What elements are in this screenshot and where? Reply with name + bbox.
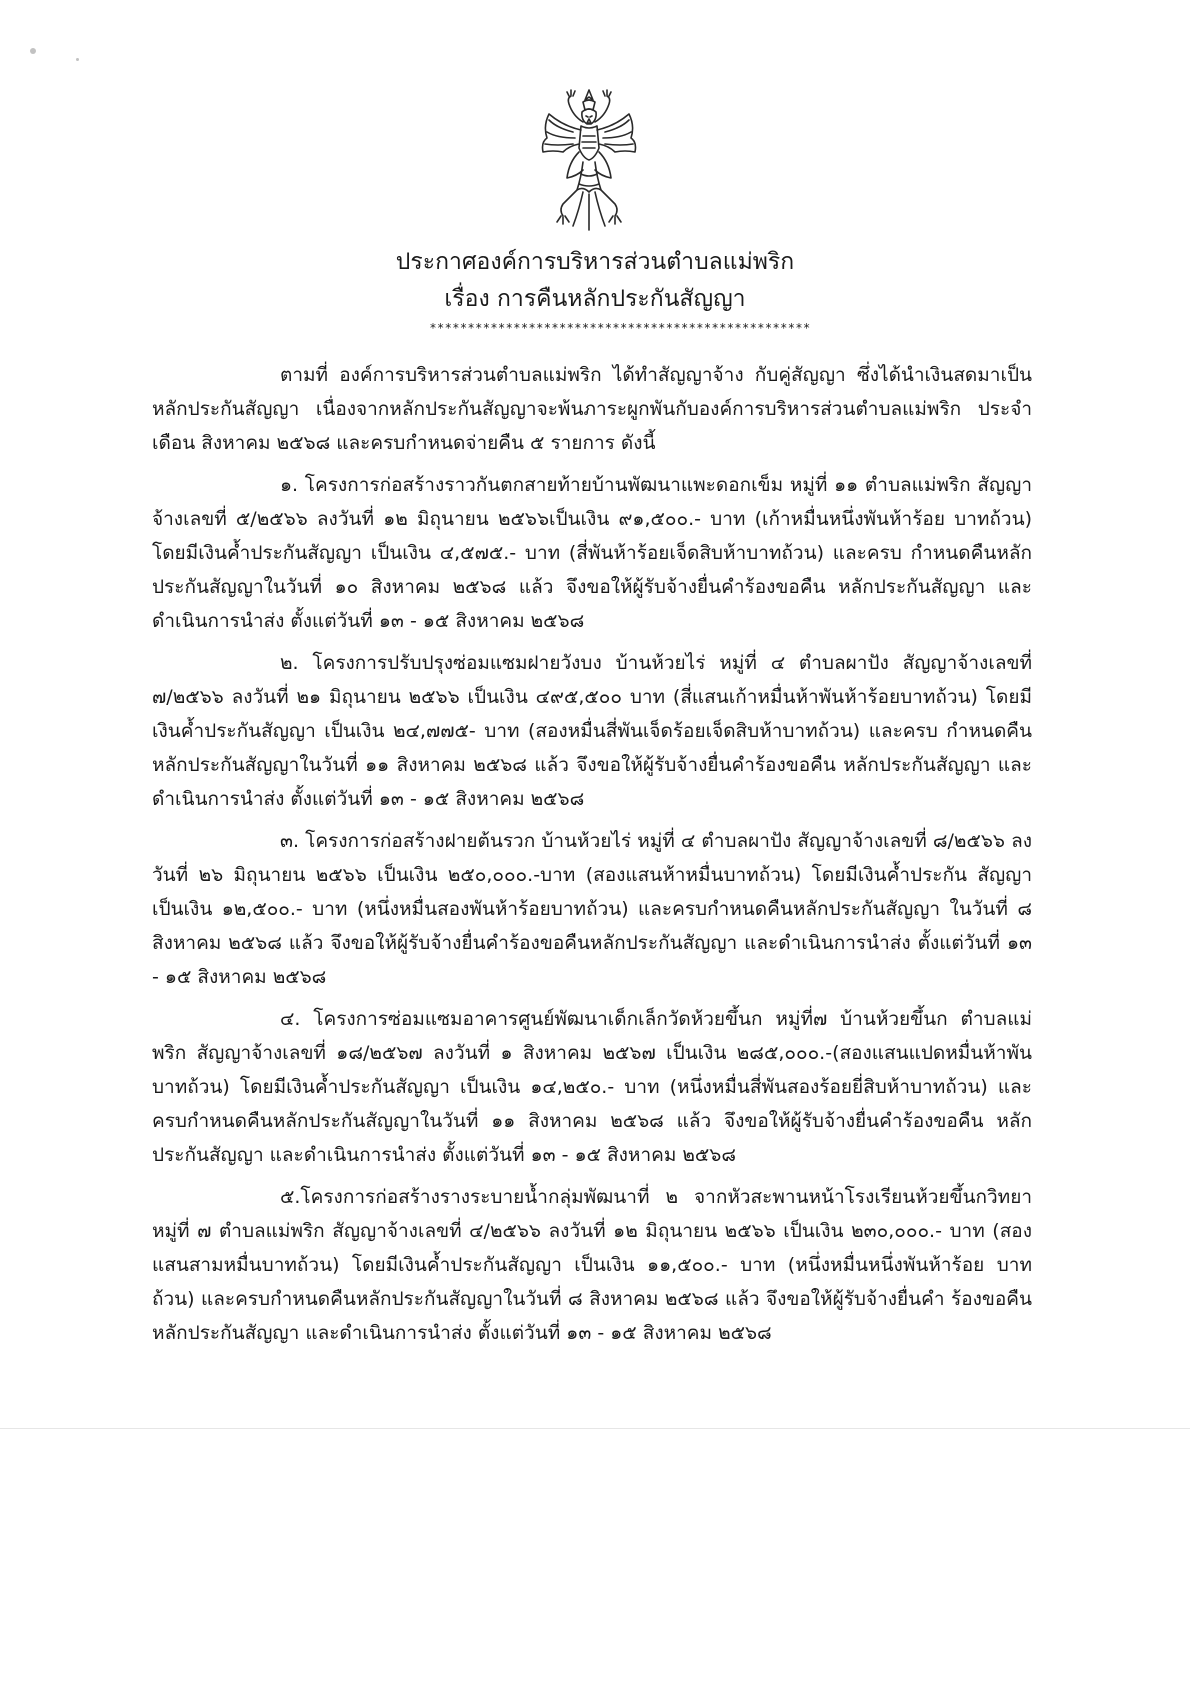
list-item: ๑. โครงการก่อสร้างราวกันตกสายท้ายบ้านพัฒนาแพะดอกเข็ม หมู่ที่ ๑๑ ตำบลแม่พริก สัญญาจ้างเลขที่ ๕/๒๕๖๖ ลงวันที่ ๑๒ มิถุนายน ๒๕๖๖เป็นเงิน ๙๑,๕๐๐.- บาท (เก้าหมื่นหนึ่งพันห้าร้อย บาทถ้วน) โดยมีเงินค้ำประกันสัญญา เป็นเงิน ๔,๕๗๕.- บาท (สี่พันห้าร้อยเจ็ดสิบห้าบาทถ้วน) และครบ กำหนดคืนหลักประกันสัญญาในวันที่ ๑๐ สิงหาคม ๒๕๖๘ แล้ว จึงขอให้ผู้รับจ้างยื่นคำร้องขอคืน หลักประกันสัญญา และดำเนินการนำส่ง ตั้งแต่วันที่ ๑๓ - ๑๕ สิงหาคม ๒๕๖๘: [152, 474, 1032, 632]
scan-speck: [30, 48, 36, 54]
announcement-title: ประกาศองค์การบริหารส่วนตำบลแม่พริก: [395, 249, 795, 275]
garuda-emblem-icon: [533, 86, 645, 234]
announcement-subject: เรื่อง การคืนหลักประกันสัญญา: [444, 286, 746, 312]
scan-speck: [76, 58, 79, 61]
list-item: ๕.โครงการก่อสร้างรางระบายน้ำกลุ่มพัฒนาที่ ๒ จากหัวสะพานหน้าโรงเรียนห้วยขึ้นกวิทยา หมู่ที่ ๗ ตำบลแม่พริก สัญญาจ้างเลขที่ ๔/๒๕๖๖ ลงวันที่ ๑๒ มิถุนายน ๒๕๖๖ เป็นเงิน ๒๓๐,๐๐๐.- บาท (สองแสนสามหมื่นบาทถ้วน) โดยมีเงินค้ำประกันสัญญา เป็นเงิน ๑๑,๕๐๐.- บาท (หนึ่งหมื่นหนึ่งพันห้าร้อย บาทถ้วน) และครบกำหนดคืนหลักประกันสัญญาในวันที่ ๘ สิงหาคม ๒๕๖๘ แล้ว จึงขอให้ผู้รับจ้างยื่นคำ ร้องขอคืนหลักประกันสัญญา และดำเนินการนำส่ง ตั้งแต่วันที่ ๑๓ - ๑๕ สิงหาคม ๒๕๖๘: [152, 1186, 1032, 1344]
list-item: ๒. โครงการปรับปรุงซ่อมแซมฝายวังบง บ้านห้วยไร่ หมู่ที่ ๔ ตำบลผาปัง สัญญาจ้างเลขที่ ๗/๒๕๖๖ ลงวันที่ ๒๑ มิถุนายน ๒๕๖๖ เป็นเงิน ๔๙๕,๕๐๐ บาท (สี่แสนเก้าหมื่นห้าพันห้าร้อยบาทถ้วน) โดยมีเงินค้ำประกันสัญญา เป็นเงิน ๒๔,๗๗๕- บาท (สองหมื่นสี่พันเจ็ดร้อยเจ็ดสิบห้าบาทถ้วน) และครบ กำหนดคืนหลักประกันสัญญาในวันที่ ๑๑ สิงหาคม ๒๕๖๘ แล้ว จึงขอให้ผู้รับจ้างยื่นคำร้องขอคืน หลักประกันสัญญา และดำเนินการนำส่ง ตั้งแต่วันที่ ๑๓ - ๑๕ สิงหาคม ๒๕๖๘: [152, 652, 1032, 810]
scan-fold-line: [0, 1428, 1190, 1429]
title-separator: **************************************************: [429, 321, 811, 335]
list-item: ๓. โครงการก่อสร้างฝายต้นรวก บ้านห้วยไร่ หมู่ที่ ๔ ตำบลผาปัง สัญญาจ้างเลขที่ ๘/๒๕๖๖ ลงวันที่ ๒๖ มิถุนายน ๒๕๖๖ เป็นเงิน ๒๕๐,๐๐๐.-บาท (สองแสนห้าหมื่นบาทถ้วน) โดยมีเงินค้ำประกัน สัญญา เป็นเงิน ๑๒,๕๐๐.- บาท (หนึ่งหมื่นสองพันห้าร้อยบาทถ้วน) และครบกำหนดคืนหลักประกันสัญญา ในวันที่ ๘ สิงหาคม ๒๕๖๘ แล้ว จึงขอให้ผู้รับจ้างยื่นคำร้องขอคืนหลักประกันสัญญา และดำเนินการนำส่ง ตั้งแต่วันที่ ๑๓ - ๑๕ สิงหาคม ๒๕๖๘: [152, 830, 1032, 988]
intro-paragraph: ตามที่ องค์การบริหารส่วนตำบลแม่พริก ได้ทำสัญญาจ้าง กับคู่สัญญา ซึ่งได้นำเงินสดมาเป็น หลักประกันสัญญา เนื่องจากหลักประกันสัญญาจะพ้นภาระผูกพันกับองค์การบริหารส่วนตำบลแม่พริก ประจำเดือน สิงหาคม ๒๕๖๘ และครบกำหนดจ่ายคืน ๕ รายการ ดังนี้: [152, 364, 1032, 454]
list-item: ๔. โครงการซ่อมแซมอาคารศูนย์พัฒนาเด็กเล็กวัดห้วยขึ้นก หมู่ที่๗ บ้านห้วยขึ้นก ตำบลแม่ พริก สัญญาจ้างเลขที่ ๑๘/๒๕๖๗ ลงวันที่ ๑ สิงหาคม ๒๕๖๗ เป็นเงิน ๒๘๕,๐๐๐.-(สองแสนแปดหมื่นห้าพัน บาทถ้วน) โดยมีเงินค้ำประกันสัญญา เป็นเงิน ๑๔,๒๕๐.- บาท (หนึ่งหมื่นสี่พันสองร้อยยี่สิบห้าบาทถ้วน) และ ครบกำหนดคืนหลักประกันสัญญาในวันที่ ๑๑ สิงหาคม ๒๕๖๘ แล้ว จึงขอให้ผู้รับจ้างยื่นคำร้องขอคืน หลักประกันสัญญา และดำเนินการนำส่ง ตั้งแต่วันที่ ๑๓ - ๑๕ สิงหาคม ๒๕๖๘: [152, 1008, 1032, 1166]
announcement-body: [152, 358, 1032, 1358]
